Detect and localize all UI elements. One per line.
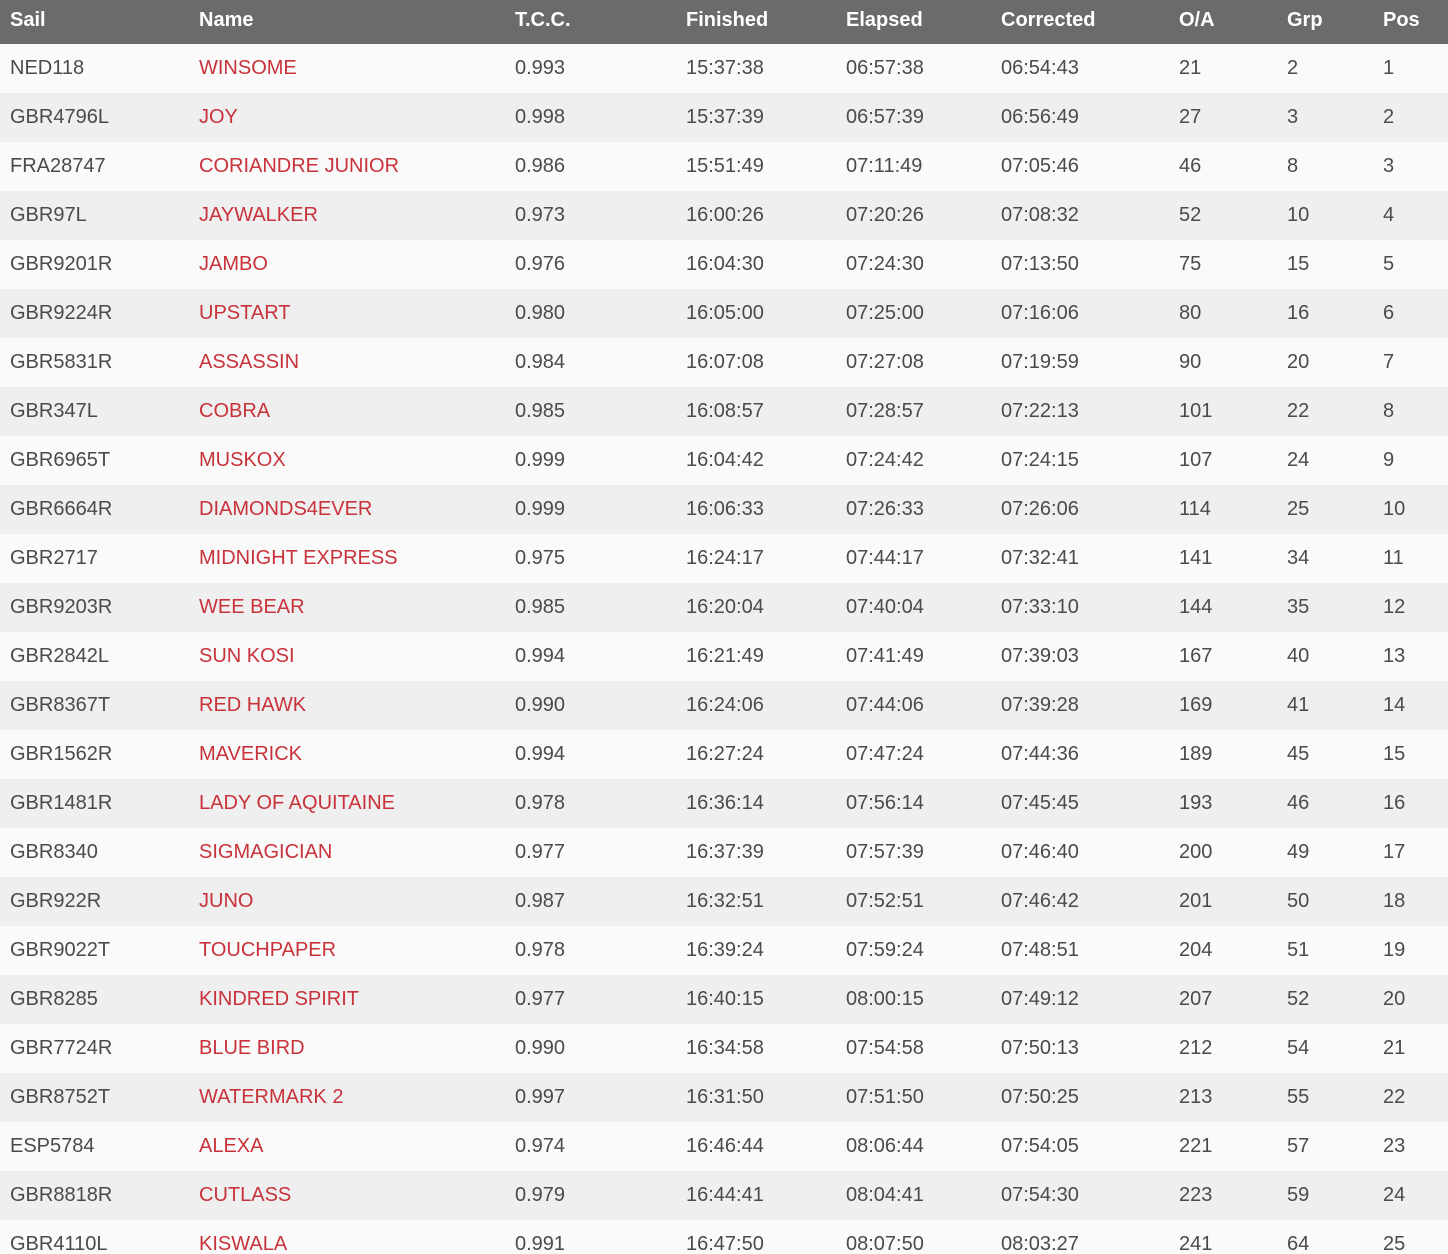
cell-finished: 16:32:51 xyxy=(686,890,764,912)
cell-corrected: 07:13:50 xyxy=(1001,253,1079,275)
cell-grp: 2 xyxy=(1287,57,1299,79)
cell-corrected: 07:32:41 xyxy=(1001,547,1079,569)
cell-oa: 46 xyxy=(1179,155,1202,177)
cell-oa: 204 xyxy=(1179,939,1213,961)
cell-corrected: 07:46:42 xyxy=(1001,890,1079,912)
cell-sail: GBR8367T xyxy=(10,694,111,716)
cell-corrected: 07:54:30 xyxy=(1001,1184,1079,1206)
cell-pos: 15 xyxy=(1383,743,1406,765)
cell-elapsed: 07:44:06 xyxy=(846,694,924,716)
cell-finished: 16:40:15 xyxy=(686,988,764,1010)
table-row xyxy=(0,1171,1448,1220)
cell-tcc: 0.999 xyxy=(515,449,566,471)
cell-sail: GBR9224R xyxy=(10,302,113,324)
cell-tcc: 0.977 xyxy=(515,988,566,1010)
cell-elapsed: 07:40:04 xyxy=(846,596,924,618)
cell-sail: GBR347L xyxy=(10,400,98,422)
cell-corrected: 07:05:46 xyxy=(1001,155,1079,177)
cell-pos: 20 xyxy=(1383,988,1406,1010)
cell-grp: 16 xyxy=(1287,302,1310,324)
column-header-name[interactable]: Name xyxy=(199,9,254,31)
cell-sail: GBR6965T xyxy=(10,449,111,471)
table-row xyxy=(0,387,1448,436)
boat-name-link[interactable]: JAMBO xyxy=(199,253,268,275)
cell-finished: 15:37:39 xyxy=(686,106,764,128)
table-row xyxy=(0,975,1448,1024)
column-header-elapsed[interactable]: Elapsed xyxy=(846,9,923,31)
boat-name-link[interactable]: KISWALA xyxy=(199,1233,288,1254)
cell-sail: ESP5784 xyxy=(10,1135,95,1157)
cell-tcc: 0.978 xyxy=(515,939,566,961)
cell-tcc: 0.990 xyxy=(515,1037,566,1059)
cell-pos: 25 xyxy=(1383,1233,1406,1254)
cell-pos: 3 xyxy=(1383,155,1395,177)
cell-corrected: 06:54:43 xyxy=(1001,57,1079,79)
cell-elapsed: 07:41:49 xyxy=(846,645,924,667)
column-header-tcc[interactable]: T.C.C. xyxy=(515,9,571,31)
cell-tcc: 0.994 xyxy=(515,645,566,667)
cell-elapsed: 06:57:39 xyxy=(846,106,924,128)
column-header-sail[interactable]: Sail xyxy=(10,9,46,31)
cell-tcc: 0.985 xyxy=(515,400,566,422)
cell-finished: 16:46:44 xyxy=(686,1135,764,1157)
cell-tcc: 0.986 xyxy=(515,155,566,177)
cell-finished: 16:31:50 xyxy=(686,1086,764,1108)
cell-sail: GBR5831R xyxy=(10,351,113,373)
cell-finished: 16:07:08 xyxy=(686,351,764,373)
cell-oa: 193 xyxy=(1179,792,1213,814)
column-header-pos[interactable]: Pos xyxy=(1383,9,1420,31)
cell-elapsed: 07:56:14 xyxy=(846,792,924,814)
cell-pos: 14 xyxy=(1383,694,1406,716)
cell-finished: 16:21:49 xyxy=(686,645,764,667)
cell-grp: 25 xyxy=(1287,498,1310,520)
cell-oa: 169 xyxy=(1179,694,1213,716)
cell-sail: GBR8340 xyxy=(10,841,98,863)
table-row xyxy=(0,534,1448,583)
cell-sail: GBR6664R xyxy=(10,498,113,520)
cell-pos: 6 xyxy=(1383,302,1395,324)
cell-finished: 16:37:39 xyxy=(686,841,764,863)
cell-pos: 16 xyxy=(1383,792,1406,814)
cell-corrected: 07:45:45 xyxy=(1001,792,1079,814)
boat-name-link[interactable]: COBRA xyxy=(199,400,271,422)
table-row xyxy=(0,877,1448,926)
cell-pos: 23 xyxy=(1383,1135,1406,1157)
boat-name-link[interactable]: SIGMAGICIAN xyxy=(199,841,333,863)
table-row xyxy=(0,1220,1448,1254)
cell-corrected: 07:39:28 xyxy=(1001,694,1079,716)
cell-corrected: 07:49:12 xyxy=(1001,988,1079,1010)
cell-tcc: 0.975 xyxy=(515,547,566,569)
cell-pos: 19 xyxy=(1383,939,1406,961)
cell-grp: 51 xyxy=(1287,939,1310,961)
cell-elapsed: 07:24:30 xyxy=(846,253,924,275)
cell-pos: 7 xyxy=(1383,351,1395,373)
cell-oa: 241 xyxy=(1179,1233,1213,1254)
cell-elapsed: 08:06:44 xyxy=(846,1135,924,1157)
boat-name-link[interactable]: MIDNIGHT EXPRESS xyxy=(199,547,398,569)
cell-finished: 16:24:06 xyxy=(686,694,764,716)
cell-grp: 3 xyxy=(1287,106,1299,128)
cell-sail: GBR97L xyxy=(10,204,87,226)
cell-corrected: 07:44:36 xyxy=(1001,743,1079,765)
cell-pos: 11 xyxy=(1383,547,1404,569)
cell-finished: 16:27:24 xyxy=(686,743,764,765)
cell-sail: GBR4110L xyxy=(10,1233,108,1254)
cell-oa: 101 xyxy=(1179,400,1213,422)
cell-grp: 54 xyxy=(1287,1037,1310,1059)
cell-tcc: 0.998 xyxy=(515,106,566,128)
cell-elapsed: 07:26:33 xyxy=(846,498,924,520)
cell-corrected: 07:50:13 xyxy=(1001,1037,1079,1059)
table-row xyxy=(0,779,1448,828)
cell-finished: 15:37:38 xyxy=(686,57,764,79)
cell-sail: GBR8752T xyxy=(10,1086,111,1108)
cell-elapsed: 06:57:38 xyxy=(846,57,924,79)
cell-finished: 15:51:49 xyxy=(686,155,764,177)
cell-oa: 141 xyxy=(1179,547,1213,569)
cell-tcc: 0.976 xyxy=(515,253,566,275)
cell-sail: GBR1562R xyxy=(10,743,113,765)
cell-elapsed: 08:04:41 xyxy=(846,1184,924,1206)
cell-sail: GBR1481R xyxy=(10,792,113,814)
cell-pos: 24 xyxy=(1383,1184,1406,1206)
boat-name-link[interactable]: ASSASSIN xyxy=(199,351,300,373)
table-row xyxy=(0,681,1448,730)
cell-grp: 40 xyxy=(1287,645,1310,667)
boat-name-link[interactable]: KINDRED SPIRIT xyxy=(199,988,360,1010)
cell-pos: 8 xyxy=(1383,400,1395,422)
table-row xyxy=(0,338,1448,387)
cell-oa: 207 xyxy=(1179,988,1213,1010)
table-row xyxy=(0,436,1448,485)
table-body xyxy=(0,44,1448,1254)
cell-oa: 21 xyxy=(1179,57,1202,79)
cell-grp: 10 xyxy=(1287,204,1310,226)
cell-oa: 144 xyxy=(1179,596,1213,618)
cell-elapsed: 07:59:24 xyxy=(846,939,924,961)
cell-corrected: 07:39:03 xyxy=(1001,645,1079,667)
cell-sail: GBR9022T xyxy=(10,939,111,961)
cell-tcc: 0.984 xyxy=(515,351,566,373)
table-row xyxy=(0,583,1448,632)
cell-grp: 64 xyxy=(1287,1233,1310,1254)
column-header-finished[interactable]: Finished xyxy=(686,9,769,31)
boat-name-link[interactable]: SUN KOSI xyxy=(199,645,295,667)
cell-elapsed: 07:51:50 xyxy=(846,1086,924,1108)
cell-grp: 41 xyxy=(1287,694,1310,716)
column-header-oa[interactable]: O/A xyxy=(1179,9,1215,31)
table-header xyxy=(0,0,1448,44)
cell-oa: 200 xyxy=(1179,841,1213,863)
cell-sail: GBR922R xyxy=(10,890,102,912)
boat-name-link[interactable]: MUSKOX xyxy=(199,449,286,471)
cell-sail: GBR8285 xyxy=(10,988,98,1010)
table-row xyxy=(0,926,1448,975)
cell-finished: 16:08:57 xyxy=(686,400,764,422)
cell-pos: 12 xyxy=(1383,596,1406,618)
boat-name-link[interactable]: ALEXA xyxy=(199,1135,264,1157)
cell-corrected: 07:26:06 xyxy=(1001,498,1079,520)
cell-finished: 16:39:24 xyxy=(686,939,764,961)
table-row xyxy=(0,828,1448,877)
cell-sail: GBR4796L xyxy=(10,106,109,128)
boat-name-link[interactable]: UPSTART xyxy=(199,302,291,324)
cell-tcc: 0.974 xyxy=(515,1135,566,1157)
cell-elapsed: 07:11:49 xyxy=(846,155,923,177)
cell-pos: 9 xyxy=(1383,449,1395,471)
cell-oa: 52 xyxy=(1179,204,1202,226)
cell-tcc: 0.990 xyxy=(515,694,566,716)
table-row xyxy=(0,1122,1448,1171)
boat-name-link[interactable]: RED HAWK xyxy=(199,694,307,716)
table-row xyxy=(0,191,1448,240)
cell-corrected: 07:46:40 xyxy=(1001,841,1079,863)
column-header-corrected[interactable]: Corrected xyxy=(1001,9,1096,31)
boat-name-link[interactable]: JOY xyxy=(199,106,238,128)
cell-oa: 167 xyxy=(1179,645,1213,667)
cell-tcc: 0.979 xyxy=(515,1184,566,1206)
cell-finished: 16:05:00 xyxy=(686,302,764,324)
cell-tcc: 0.997 xyxy=(515,1086,566,1108)
table-row xyxy=(0,730,1448,779)
cell-grp: 15 xyxy=(1287,253,1310,275)
cell-pos: 4 xyxy=(1383,204,1395,226)
cell-corrected: 07:54:05 xyxy=(1001,1135,1079,1157)
cell-elapsed: 07:25:00 xyxy=(846,302,924,324)
cell-pos: 2 xyxy=(1383,106,1395,128)
cell-tcc: 0.993 xyxy=(515,57,566,79)
cell-oa: 223 xyxy=(1179,1184,1213,1206)
cell-finished: 16:00:26 xyxy=(686,204,764,226)
cell-grp: 50 xyxy=(1287,890,1310,912)
cell-grp: 8 xyxy=(1287,155,1299,177)
cell-tcc: 0.973 xyxy=(515,204,566,226)
cell-sail: FRA28747 xyxy=(10,155,106,177)
boat-name-link[interactable]: MAVERICK xyxy=(199,743,302,765)
cell-corrected: 07:33:10 xyxy=(1001,596,1079,618)
cell-finished: 16:04:30 xyxy=(686,253,764,275)
table-row xyxy=(0,44,1448,93)
table-row xyxy=(0,289,1448,338)
cell-grp: 34 xyxy=(1287,547,1310,569)
cell-corrected: 07:22:13 xyxy=(1001,400,1079,422)
cell-elapsed: 07:28:57 xyxy=(846,400,924,422)
cell-tcc: 0.999 xyxy=(515,498,566,520)
table-row xyxy=(0,1073,1448,1122)
table-row xyxy=(0,485,1448,534)
cell-corrected: 07:50:25 xyxy=(1001,1086,1079,1108)
cell-oa: 80 xyxy=(1179,302,1202,324)
boat-name-link[interactable]: LADY OF AQUITAINE xyxy=(199,792,395,814)
cell-grp: 45 xyxy=(1287,743,1310,765)
cell-grp: 22 xyxy=(1287,400,1310,422)
boat-name-link[interactable]: WEE BEAR xyxy=(199,596,305,618)
cell-tcc: 0.991 xyxy=(515,1233,566,1254)
cell-corrected: 07:48:51 xyxy=(1001,939,1079,961)
cell-pos: 13 xyxy=(1383,645,1406,667)
cell-oa: 213 xyxy=(1179,1086,1213,1108)
table-row xyxy=(0,93,1448,142)
cell-oa: 201 xyxy=(1179,890,1213,912)
cell-elapsed: 07:27:08 xyxy=(846,351,924,373)
cell-tcc: 0.978 xyxy=(515,792,566,814)
cell-corrected: 07:08:32 xyxy=(1001,204,1079,226)
cell-elapsed: 07:47:24 xyxy=(846,743,924,765)
table-row xyxy=(0,1024,1448,1073)
cell-oa: 212 xyxy=(1179,1037,1213,1059)
cell-elapsed: 07:52:51 xyxy=(846,890,924,912)
cell-oa: 90 xyxy=(1179,351,1202,373)
cell-finished: 16:04:42 xyxy=(686,449,764,471)
cell-elapsed: 08:00:15 xyxy=(846,988,924,1010)
cell-sail: NED118 xyxy=(10,57,85,79)
cell-sail: GBR7724R xyxy=(10,1037,113,1059)
cell-pos: 10 xyxy=(1383,498,1406,520)
cell-grp: 52 xyxy=(1287,988,1310,1010)
cell-grp: 24 xyxy=(1287,449,1310,471)
cell-sail: GBR8818R xyxy=(10,1184,113,1206)
cell-tcc: 0.987 xyxy=(515,890,566,912)
cell-finished: 16:34:58 xyxy=(686,1037,764,1059)
cell-oa: 189 xyxy=(1179,743,1213,765)
cell-elapsed: 07:57:39 xyxy=(846,841,924,863)
cell-grp: 49 xyxy=(1287,841,1310,863)
cell-grp: 35 xyxy=(1287,596,1310,618)
boat-name-link[interactable]: WATERMARK 2 xyxy=(199,1086,344,1108)
cell-grp: 57 xyxy=(1287,1135,1310,1157)
cell-corrected: 07:16:06 xyxy=(1001,302,1079,324)
boat-name-link[interactable]: CORIANDRE JUNIOR xyxy=(199,155,400,177)
cell-finished: 16:20:04 xyxy=(686,596,764,618)
cell-finished: 16:47:50 xyxy=(686,1233,764,1254)
boat-name-link[interactable]: TOUCHPAPER xyxy=(199,939,337,961)
cell-pos: 1 xyxy=(1383,57,1395,79)
cell-grp: 46 xyxy=(1287,792,1310,814)
cell-corrected: 07:24:15 xyxy=(1001,449,1079,471)
cell-elapsed: 07:54:58 xyxy=(846,1037,924,1059)
cell-oa: 27 xyxy=(1179,106,1202,128)
boat-name-link[interactable]: DIAMONDS4EVER xyxy=(199,498,373,520)
boat-name-link[interactable]: BLUE BIRD xyxy=(199,1037,305,1059)
cell-elapsed: 08:07:50 xyxy=(846,1233,924,1254)
cell-sail: GBR2842L xyxy=(10,645,109,667)
cell-grp: 55 xyxy=(1287,1086,1310,1108)
cell-pos: 21 xyxy=(1383,1037,1406,1059)
cell-elapsed: 07:44:17 xyxy=(846,547,924,569)
cell-pos: 5 xyxy=(1383,253,1395,275)
table-row xyxy=(0,632,1448,681)
boat-name-link[interactable]: JAYWALKER xyxy=(199,204,318,226)
boat-name-link[interactable]: CUTLASS xyxy=(199,1184,292,1206)
cell-corrected: 08:03:27 xyxy=(1001,1233,1079,1254)
cell-tcc: 0.994 xyxy=(515,743,566,765)
cell-oa: 221 xyxy=(1179,1135,1213,1157)
cell-finished: 16:44:41 xyxy=(686,1184,764,1206)
table-row xyxy=(0,240,1448,289)
cell-tcc: 0.977 xyxy=(515,841,566,863)
column-header-grp[interactable]: Grp xyxy=(1287,9,1323,31)
cell-sail: GBR9201R xyxy=(10,253,113,275)
cell-pos: 22 xyxy=(1383,1086,1406,1108)
cell-tcc: 0.980 xyxy=(515,302,566,324)
cell-finished: 16:36:14 xyxy=(686,792,764,814)
cell-oa: 75 xyxy=(1179,253,1202,275)
cell-pos: 18 xyxy=(1383,890,1406,912)
cell-elapsed: 07:20:26 xyxy=(846,204,924,226)
cell-grp: 20 xyxy=(1287,351,1310,373)
cell-finished: 16:06:33 xyxy=(686,498,764,520)
cell-elapsed: 07:24:42 xyxy=(846,449,924,471)
cell-corrected: 06:56:49 xyxy=(1001,106,1079,128)
cell-sail: GBR9203R xyxy=(10,596,113,618)
cell-sail: GBR2717 xyxy=(10,547,98,569)
cell-oa: 107 xyxy=(1179,449,1213,471)
cell-tcc: 0.985 xyxy=(515,596,566,618)
cell-corrected: 07:19:59 xyxy=(1001,351,1079,373)
cell-grp: 59 xyxy=(1287,1184,1310,1206)
cell-pos: 17 xyxy=(1383,841,1406,863)
cell-finished: 16:24:17 xyxy=(686,547,764,569)
cell-oa: 114 xyxy=(1179,498,1211,520)
boat-name-link[interactable]: JUNO xyxy=(199,890,254,912)
table-row xyxy=(0,142,1448,191)
boat-name-link[interactable]: WINSOME xyxy=(199,57,297,79)
